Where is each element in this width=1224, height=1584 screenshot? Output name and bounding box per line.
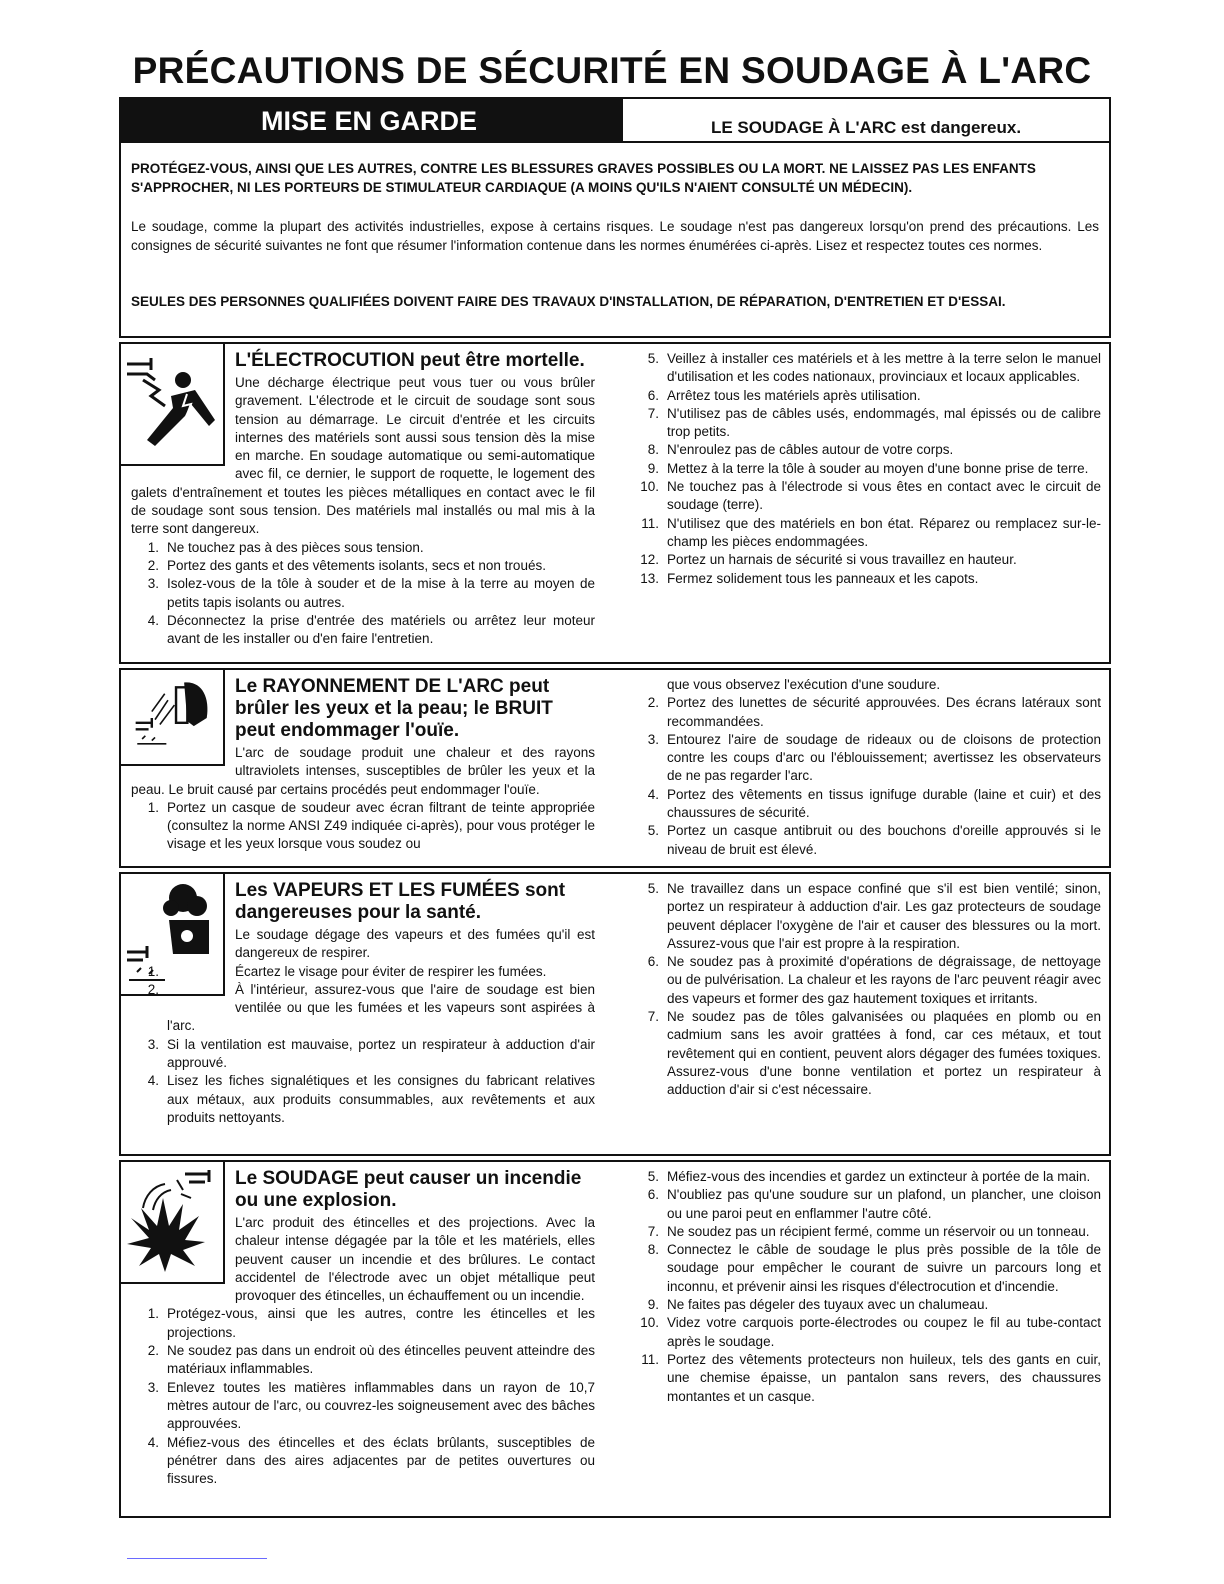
- list-item: 6. Arrêtez tous les matériels après utilisation.: [647, 387, 921, 403]
- warning-box: [119, 97, 1111, 338]
- continued-text: que vous observez l'exécution d'une soudure.: [667, 677, 941, 692]
- icon-frame: [121, 1162, 225, 1284]
- right-column: [631, 676, 1101, 859]
- section-arc-rays: [119, 668, 1111, 868]
- warning-intro: Le soudage, comme la plupart des activités industrielles, expose à certains risques. Le soudage n'est pas dangereux lorsqu'on prend des précautions. Les consignes de sécurité suivantes ne font que résumer l'information contenue dans les normes énumérées ci-après. Lisez et respectez toutes ces normes.: [131, 219, 1099, 253]
- right-list: [631, 880, 1101, 1100]
- list-item: 4. Méfiez-vous des étincelles et des éclats brûlants, susceptibles de pénétrer dans des aires adjacentes par de petites ouvertures ou fissures.: [147, 1434, 595, 1487]
- section-heading: Les VAPEURS ET LES FUMÉES sont dangereuses pour la santé.: [235, 880, 566, 923]
- footer-rule: [127, 1558, 267, 1559]
- section-electrocution: [119, 342, 1111, 664]
- list-item: 6. Ne soudez pas à proximité d'opérations de dégraissage, de nettoyage ou de pulvérisation. La chaleur et les rayons de l'arc peuvent réagir avec des vapeurs et former des gaz hautement toxiques et irritants.: [647, 954, 1101, 1006]
- electric-shock-icon: [125, 350, 219, 454]
- left-column: [131, 1168, 595, 1488]
- list-item: 7. Ne soudez pas un récipient fermé, comme un réservoir ou un tonneau.: [647, 1223, 1090, 1239]
- icon-frame: [121, 344, 225, 466]
- list-item: 5. Méfiez-vous des incendies et gardez un extincteur à portée de la main.: [647, 1169, 1091, 1184]
- right-list: [631, 1168, 1101, 1406]
- section-text: Une décharge électrique peut vous tuer ou vous brûler gravement. L'électrode et le circuit de soudage sont sous tension au démarrage. Le circuit d'entrée et les circuits internes des matériels sont aussi sous tension dès la mise en marche. En soudage automatique ou semi-automatique avec fil, ce dernier, le support de roquette, le logement des galets d'entraînement et toutes les pièces métalliques en contact avec le fil de soudage sont sous tension. Des matériels mal installés ou mal mis à la terre sont dangereux.: [131, 375, 595, 537]
- left-list: [131, 539, 595, 649]
- mise-en-garde-label: MISE EN GARDE: [121, 99, 617, 143]
- list-item: 3. Entourez l'aire de soudage de rideaux ou de cloisons de protection contre les coups d'arc ou l'éblouissement; avertissez les observateurs de ne pas regarder l'arc.: [647, 731, 1101, 784]
- left-list: [131, 1305, 595, 1488]
- page-title: PRÉCAUTIONS DE SÉCURITÉ EN SOUDAGE À L'ARC: [132, 50, 1092, 91]
- arc-rays-helmet-icon: [125, 676, 219, 760]
- section-heading: Le RAYONNEMENT DE L'ARC peut brûler les yeux et la peau; le BRUIT peut endommager l'ouïe.: [235, 676, 553, 741]
- list-item: 1. Protégez-vous, ainsi que les autres, contre les étincelles et les projections.: [147, 1306, 595, 1340]
- section-text: Le soudage dégage des vapeurs et des fumées qu'il est dangereux de respirer.: [235, 927, 595, 961]
- list-item: 1. Écartez le visage pour éviter de respirer les fumées.: [147, 963, 547, 979]
- list-item: 4. Portez des vêtements en tissus ignifuge durable (laine et cuir) et des chaussures de sécurité.: [647, 786, 1101, 821]
- list-item: 7. Ne soudez pas de tôles galvanisées ou plaquées en plomb ou en cadmium sans les avoir grattées à fond, car ces métaux, et tout revêtement qui en contient, peuvent alors dégager des fumées toxiques. Assurez-vous d'une bonne ventilation et portez un respirateur à adduction d'air si c'est nécessaire.: [647, 1009, 1101, 1098]
- list-item: 1. Portez un casque de soudeur avec écran filtrant de teinte appropriée (consultez la norme ANSI Z49 indiquée ci-après), pour vous protéger le visage et les yeux lorsque vous soudez ou: [147, 799, 595, 852]
- section-fumes: [119, 872, 1111, 1156]
- left-column: [131, 350, 595, 648]
- section-fire-explosion: [119, 1160, 1111, 1518]
- list-item: 13. Fermez solidement tous les panneaux et les capots.: [640, 570, 979, 586]
- list-item: 3. Enlevez toutes les matières inflammables dans un rayon de 10,7 mètres autour de l'arc, ou couvrez-les soigneusement avec des bâches approuvées.: [147, 1379, 595, 1432]
- danger-heading: LE SOUDAGE À L'ARC est dangereux.: [623, 99, 1109, 143]
- list-item: 8. N'enroulez pas de câbles autour de votre corps.: [647, 442, 954, 458]
- list-item: 9. Mettez à la terre la tôle à souder au moyen d'une bonne prise de terre.: [647, 460, 1089, 476]
- list-item: 8. Connectez le câble de soudage le plus près possible de la tôle de soudage pour empêcher le courant de suivre un parcours long et inconnu, et prévenir ainsi les risques d'électrocution et d'incendie.: [647, 1242, 1101, 1294]
- list-item: 3. Isolez-vous de la tôle à souder et de la mise à la terre au moyen de petits tapis isolants ou autres.: [147, 576, 595, 610]
- left-list: [131, 799, 595, 854]
- left-column: [131, 880, 595, 1127]
- list-item: 11. Portez des vêtements protecteurs non huileux, tels des gants en cuir, une chemise épaisse, un pantalon sans revers, des chaussures montantes et un casque.: [641, 1351, 1101, 1404]
- section-text: L'arc de soudage produit une chaleur et des rayons ultraviolets intenses, susceptibles de brûler les yeux et la peau. Le bruit causé par certains procédés peut endommager l'ouïe.: [131, 745, 595, 797]
- right-column: [631, 350, 1101, 588]
- list-item: 2. À l'intérieur, assurez-vous que l'aire de soudage est bien ventilée ou que les fumées et les vapeurs sont aspirées à l'arc.: [147, 981, 595, 1034]
- list-item: 10. Videz votre carquois porte-électrodes ou coupez le fil au tube-contact après le soudage.: [640, 1315, 1101, 1349]
- list-item: 4. Lisez les fiches signalétiques et les consignes du fabricant relatives aux métaux, aux produits consummables, aux revêtements et aux produits nettoyants.: [147, 1073, 595, 1125]
- right-list: [631, 350, 1101, 588]
- list-item: 5. Ne travaillez dans un espace confiné que s'il est bien ventilé; sinon, portez un respirateur à adduction d'air. Les gaz protecteurs de soudage peuvent déplacer l'oxygène de l'air et causer des blessures ou la mort. Assurez-vous que l'air est propre à la respiration.: [647, 881, 1101, 951]
- list-item: 6. N'oubliez pas qu'une soudure sur un plafond, un plancher, une cloison ou une paroi peut en enflammer l'autre côté.: [647, 1187, 1101, 1221]
- warning-bold-intro: PROTÉGEZ-VOUS, AINSI QUE LES AUTRES, CONTRE LES BLESSURES GRAVES POSSIBLES OU LA MORT. NE LAISSEZ PAS LES ENFANTS S'APPROCHER, NI LES PORTEURS DE STIMULATEUR CARDIAQUE (A MOINS QU'ILS N'AIENT CONSULTÉ UN MÉDECIN).: [131, 161, 1036, 195]
- list-item: 11. N'utilisez que des matériels en bon état. Réparez ou remplacez sur-le-champ les pièces endommagées.: [641, 515, 1101, 549]
- left-list: [131, 963, 595, 1128]
- list-item: 10. Ne touchez pas à l'électrode si vous êtes en contact avec le circuit de soudage (terre).: [640, 479, 1101, 513]
- list-item: 5. Veillez à installer ces matériels et à les mettre à la terre selon le manuel d'utilisation et les codes nationaux, provinciaux et locaux applicables.: [647, 351, 1101, 385]
- qualified-persons-notice: SEULES DES PERSONNES QUALIFIÉES DOIVENT FAIRE DES TRAVAUX D'INSTALLATION, DE RÉPARATION, D'ENTRETIEN ET D'ESSAI.: [131, 294, 1006, 309]
- list-item: 4. Déconnectez la prise d'entrée des matériels ou arrêtez leur moteur avant de les installer ou d'en faire l'entretien.: [147, 612, 595, 647]
- list-item: 9. Ne faites pas dégeler des tuyaux avec un chalumeau.: [647, 1297, 989, 1313]
- list-item: 5. Portez un casque antibruit ou des bouchons d'oreille approuvés si le niveau de bruit est élevé.: [647, 823, 1101, 857]
- section-heading: Le SOUDAGE peut causer un incendie ou une explosion.: [235, 1168, 582, 1211]
- section-heading: L'ÉLECTROCUTION peut être mortelle.: [235, 350, 585, 371]
- list-item: 2. Ne soudez pas dans un endroit où des étincelles peuvent atteindre des matériaux inflammables.: [147, 1343, 595, 1377]
- list-item: 12. Portez un harnais de sécurité si vous travaillez en hauteur.: [640, 552, 1017, 568]
- fire-explosion-icon: [125, 1168, 219, 1272]
- list-item: 2. Portez des gants et des vêtements isolants, secs et non troués.: [147, 557, 546, 573]
- list-item: 7. N'utilisez pas de câbles usés, endommagés, mal épissés ou de calibre trop petits.: [647, 405, 1101, 440]
- left-column: [131, 676, 595, 854]
- right-column: [631, 1168, 1101, 1406]
- right-list: [631, 694, 1101, 859]
- list-item: 2. Portez des lunettes de sécurité approuvées. Des écrans latéraux sont recommandées.: [647, 695, 1101, 729]
- list-item: 1. Ne touchez pas à des pièces sous tension.: [147, 539, 424, 555]
- right-column: [631, 880, 1101, 1100]
- section-text: L'arc produit des étincelles et des projections. Avec la chaleur intense dégagée par la tôle et les matériels, elles peuvent causer un incendie et des brûlures. Le contact accidentel de l'électrode avec un objet métallique peut provoquer des étincelles, un échauffement ou un incendie.: [235, 1215, 595, 1304]
- icon-frame: [121, 670, 225, 766]
- list-item: 3. Si la ventilation est mauvaise, portez un respirateur à adduction d'air approuvé.: [147, 1036, 595, 1071]
